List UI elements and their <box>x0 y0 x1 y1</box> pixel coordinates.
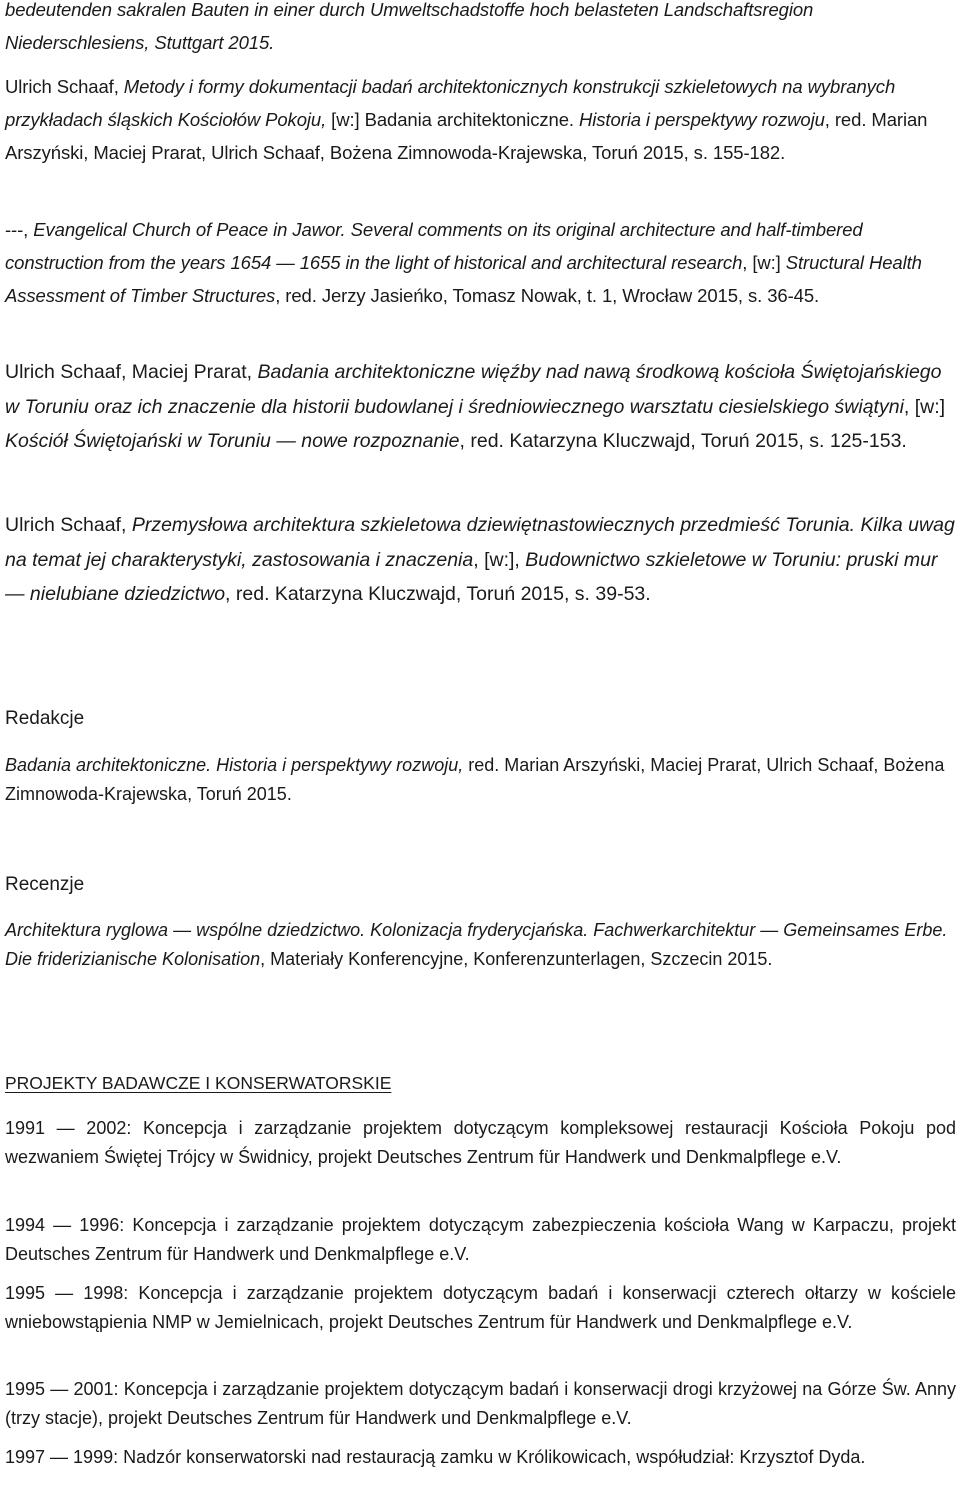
text-segment: , red. Marian Arszyński, Maciej Prarat, Ulrich Schaaf, Bożena Zimnowoda-Krajewska, Toruń 2015, s. 155-182. <box>5 109 928 163</box>
redakcje-entry <box>5 751 956 809</box>
project-item: 1991 — 2002: Koncepcja i zarządzanie projektem dotyczącym kompleksowej restauracji Kościoła Pokoju pod wezwaniem Świętej Trójcy w Świdnicy, projekt Deutsches Zentrum für Handwerk und Denkmalpflege e.V. <box>5 1118 956 1167</box>
italic-text-segment: Przemysłowa architektura szkieletowa dziewiętnastowiecznych przedmieść Torunia. Kilka uwag na temat jej charakterystyki, zastosowania i znaczenia <box>5 514 955 571</box>
italic-text-segment: Historia i perspektywy rozwoju <box>578 109 825 130</box>
italic-text-segment: bedeutenden sakralen Bauten in einer durch Umweltschadstoffe hoch belasteten Landschaftsregion Niederschlesiens, Stuttgart 2015. <box>5 0 814 53</box>
section-heading-projekty: PROJEKTY BADAWCZE I KONSERWATORSKIE <box>5 1073 392 1093</box>
bibliography-entry <box>5 0 956 59</box>
project-item: 1995 — 1998: Koncepcja i zarządzanie projektem dotyczącym badań i konserwacji czterech ołtarzy w kościele wniebowstąpienia NMP w Jemielnicach, projekt Deutsches Zentrum für Handwerk und Denkmalpflege e.V. <box>5 1283 956 1332</box>
text-segment: , red. Jerzy Jasieńko, Tomasz Nowak, t. 1, Wrocław 2015, s. 36-45. <box>275 285 820 306</box>
italic-text-segment: Evangelical Church of Peace in Jawor. Several comments on its original architecture and half-timbered construction from the years 1654 — 1655 in the light of historical and architectural research <box>5 219 863 273</box>
recenzje-entry <box>5 916 956 974</box>
text-segment: , [w:] <box>742 252 786 273</box>
text-segment: , red. Katarzyna Kluczwajd, Toruń 2015, s. 125-153. <box>459 430 907 452</box>
italic-text-segment: Badania architektoniczne więźby nad nawą środkową kościoła Świętojańskiego w Toruniu oraz ich znaczenie dla historii budowlanej i średniowiecznego warsztatu ciesielskiego świątyni <box>5 361 942 418</box>
project-item: 1997 — 1999: Nadzór konserwatorski nad restauracją zamku w Królikowicach, współudział: Krzysztof Dyda. <box>5 1447 866 1467</box>
italic-text-segment: Badania architektoniczne. Historia i perspektywy rozwoju, <box>5 755 464 775</box>
text-segment: Ulrich Schaaf, <box>5 514 132 536</box>
bibliography-entry <box>5 213 956 312</box>
text-segment: red. Marian Arszyński, Maciej Prarat, Ulrich Schaaf, Bożena Zimnowoda-Krajewska, Toruń 2015. <box>5 755 945 804</box>
text-segment: ---, <box>5 219 34 240</box>
bibliography-entry <box>5 508 956 612</box>
text-segment: [w:] Badania architektoniczne. <box>326 109 579 130</box>
italic-text-segment: Kościół Świętojański w Toruniu — nowe rozpoznanie <box>5 430 460 452</box>
bibliography-entry <box>5 70 956 169</box>
project-item: 1994 — 1996: Koncepcja i zarządzanie projektem dotyczącym zabezpieczenia kościoła Wang w Karpaczu, projekt Deutsches Zentrum für Handwerk und Denkmalpflege e.V. <box>5 1215 956 1264</box>
bibliography-entry <box>5 355 956 459</box>
section-heading-recenzje: Recenzje <box>5 874 85 895</box>
text-segment: Ulrich Schaaf, Maciej Prarat, <box>5 361 258 383</box>
text-segment: , red. Katarzyna Kluczwajd, Toruń 2015, s. 39-53. <box>225 583 651 605</box>
project-item: 1995 — 2001: Koncepcja i zarządzanie projektem dotyczącym badań i konserwacji drogi krzyżowej na Górze Św. Anny (trzy stacje), projekt Deutsches Zentrum für Handwerk und Denkmalpflege e.V. <box>5 1379 956 1428</box>
text-segment: , Materiały Konferencyjne, Konferenzunterlagen, Szczecin 2015. <box>260 949 773 969</box>
section-heading-redakcje: Redakcje <box>5 708 85 729</box>
italic-text-segment: Structural Health Assessment of Timber Structures <box>5 252 922 306</box>
text-segment: Ulrich Schaaf, <box>5 76 124 97</box>
text-segment: , [w:], <box>473 548 526 571</box>
italic-text-segment: Metody i formy dokumentacji badań architektonicznych konstrukcji szkieletowych na wybranych przykładach śląskich Kościołów Pokoju, <box>5 76 896 130</box>
italic-text-segment: Budownictwo szkieletowe w Toruniu: pruski mur — nielubiane dziedzictwo <box>5 548 938 605</box>
italic-text-segment: Architektura ryglowa — wspólne dziedzictwo. Kolonizacja fryderycjańska. Fachwerkarchitektur — Gemeinsames Erbe. Die friderizianische Kolonisation <box>5 920 948 969</box>
text-segment: , [w:] <box>903 395 946 418</box>
